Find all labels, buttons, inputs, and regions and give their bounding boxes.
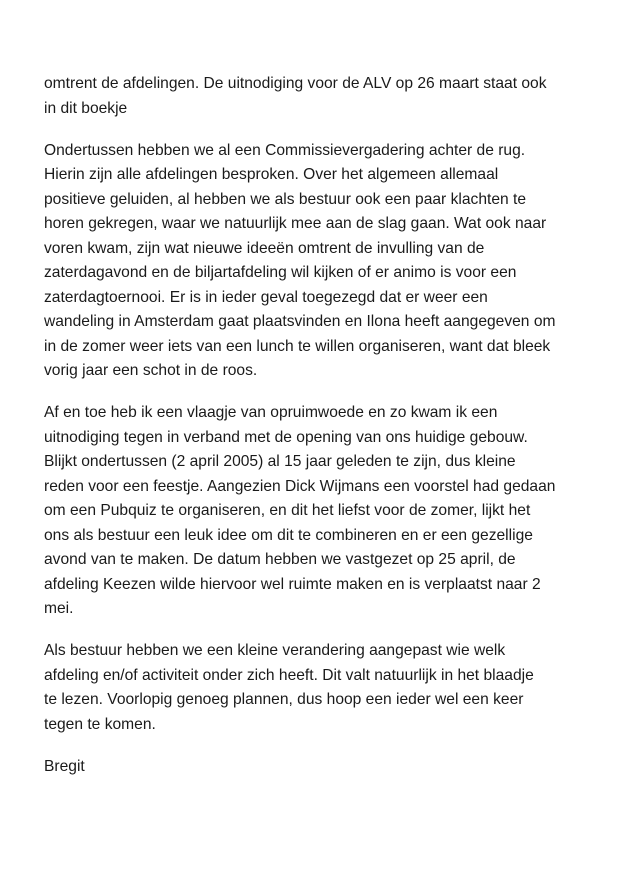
text-line: om een Pubquiz te organiseren, en dit het liefst voor de zomer, lijkt het (44, 502, 531, 519)
document-page (44, 72, 616, 779)
text-line: in de zomer weer iets van een lunch te willen organiseren, want dat bleek (44, 337, 551, 355)
text-line: zaterdagtoernooi. Er is in ieder geval toegezegd dat er weer een (44, 288, 488, 306)
text-line: avond van te maken. De datum hebben we vastgezet op 25 april, de (44, 551, 516, 568)
text-line: positieve geluiden, al hebben we als bestuur ook een paar klachten te (44, 190, 527, 208)
text-line: Blijkt ondertussen (2 april 2005) al 15 jaar geleden te zijn, dus kleine (44, 453, 516, 470)
text-line: Ondertussen hebben we al een Commissievergadering achter de rug. (44, 141, 526, 159)
text-line: Af en toe heb ik een vlaagje van opruimwoede en zo kwam ik een (44, 404, 498, 421)
text-line: voren kwam, zijn wat nieuwe ideeën omtrent de invulling van de (44, 239, 485, 257)
text-line: in dit boekje (44, 99, 128, 117)
paragraph-feestje (44, 401, 616, 622)
text-line: afdeling en/of activiteit onder zich heeft. Dit valt natuurlijk in het blaadje (44, 666, 534, 684)
signature: Bregit (44, 757, 85, 775)
text-line: tegen te komen. (44, 715, 156, 733)
text-line: te lezen. Voorlopig genoeg plannen, dus hoop een ieder wel een keer (44, 691, 524, 708)
paragraph-commissievergadering (44, 139, 616, 384)
paragraph-intro (44, 72, 616, 121)
text-line: Hierin zijn alle afdelingen besproken. Over het algemeen allemaal (44, 166, 499, 183)
text-line: ons als bestuur een leuk idee om dit te combineren en er een gezellige (44, 526, 533, 544)
text-line: mei. (44, 600, 74, 617)
text-line: horen gekregen, waar we natuurlijk mee aan de slag gaan. Wat ook naar (44, 215, 547, 232)
paragraph-bestuur (44, 639, 616, 737)
text-line: zaterdagavond en de biljartafdeling wil kijken of er animo is voor een (44, 264, 517, 281)
text-line: afdeling Keezen wilde hiervoor wel ruimte maken en is verplaatst naar 2 (44, 575, 541, 593)
text-line: reden voor een feestje. Aangezien Dick Wijmans een voorstel had gedaan (44, 477, 556, 495)
text-line: uitnodiging tegen in verband met de opening van ons huidige gebouw. (44, 428, 528, 446)
text-line: omtrent de afdelingen. De uitnodiging voor de ALV op 26 maart staat ook (44, 75, 547, 92)
text-line: vorig jaar een schot in de roos. (44, 362, 258, 379)
text-line: wandeling in Amsterdam gaat plaatsvinden en Ilona heeft aangegeven om (44, 313, 556, 330)
text-line: Als bestuur hebben we een kleine verandering aangepast wie welk (44, 642, 506, 659)
